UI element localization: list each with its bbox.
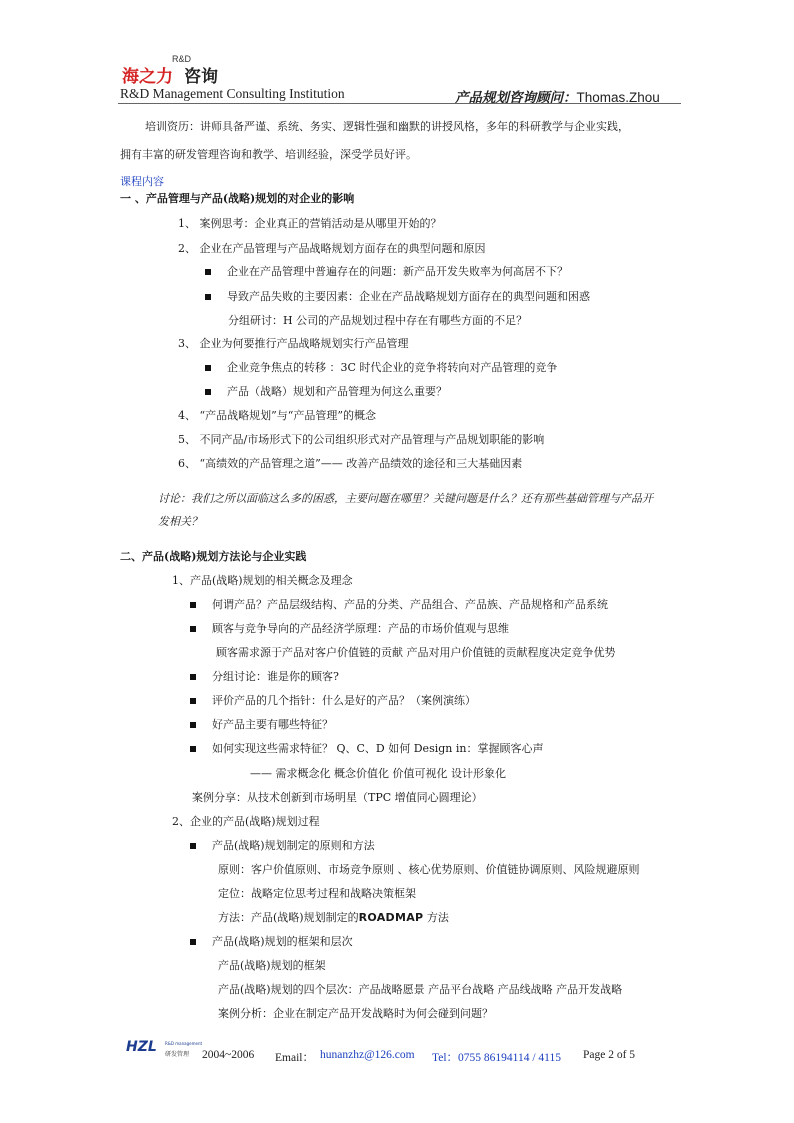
bullet-icon	[205, 389, 211, 395]
s2-sub-1-bullet-6	[190, 740, 543, 756]
section1-title: 一 、产品管理与产品(战略)规划的对企业的影响	[120, 192, 355, 205]
bullet-text: 顾客与竞争导向的产品经济学原理：产品的市场价值观与思维	[212, 622, 509, 635]
header-divider	[118, 103, 681, 104]
s2-sub-1-case: 案例分享：从技术创新到市场明星（TPC 增值同心圆理论）	[192, 791, 483, 804]
bullet-icon	[190, 843, 196, 849]
bullet-icon	[190, 746, 196, 752]
intro-line-2: 拥有丰富的研发管理咨询和教学、培训经验，深受学员好评。	[120, 148, 417, 161]
institution-name: R&D Management Consulting Institution	[120, 86, 345, 101]
s2-sub-2-bullet-1	[190, 837, 375, 853]
bullet-text: 企业竞争焦点的转移 ：3C 时代企业的竞争将转向对产品管理的竞争	[227, 361, 558, 374]
footer-logo-mgmt: R&D management	[165, 1041, 203, 1046]
bullet-text: 评价产品的几个指针：什么是好的产品？（案例演练）	[212, 694, 476, 707]
bullet-icon	[205, 365, 211, 371]
bullet-text: 企业在产品管理中普遍存在的问题：新产品开发失败率为何高居不下？	[227, 265, 568, 278]
s2-sub-2-framework: 产品(战略)规划的框架	[218, 959, 326, 972]
consultant-name: Thomas.Zhou	[576, 90, 660, 105]
footer-email[interactable]: hunanzhz@126.com	[320, 1049, 415, 1061]
s2-sub-1-bullet-3	[190, 668, 339, 684]
bullet-icon	[190, 626, 196, 632]
footer-page: Page 2 of 5	[583, 1049, 636, 1061]
roadmap-text: ROADMAP	[358, 911, 424, 924]
logo-rd-sup: R&D	[172, 54, 192, 64]
discussion-line-2: 发相关？	[158, 515, 202, 528]
bullet-text: 产品（战略）规划和产品管理为何这么重要？	[227, 385, 447, 398]
s2-sub-2-method	[218, 909, 449, 925]
bullet-icon	[190, 722, 196, 728]
bullet-text: 产品(战略)规划的框架和层次	[212, 935, 353, 948]
footer-years: 2004~2006	[202, 1049, 255, 1061]
footer-logo-sub: 研发管理	[165, 1051, 190, 1058]
bullet-icon	[190, 674, 196, 680]
s2-sub-2-levels: 产品(战略)规划的四个层次：产品战略愿景 产品平台战略 产品线战略 产品开发战略	[218, 983, 623, 996]
s1-item-2-note: 分组研讨：H 公司的产品规划过程中存在有哪些方面的不足？	[228, 314, 528, 327]
s1-item-3-bullet-2	[205, 383, 447, 399]
logo-name	[122, 62, 173, 87]
bullet-text: 何谓产品？产品层级结构、产品的分类、产品组合、产品族、产品规格和产品系统	[212, 598, 608, 611]
intro-line-1: 培训资历：讲师具备严谨、系统、务实、逻辑性强和幽默的讲授风格，多年的科研教学与企业实践，	[145, 120, 629, 133]
bullet-text: 如何实现这些需求特征？ Q、C、D 如何 Design in：掌握顾客心声	[212, 742, 544, 755]
company-logo	[122, 54, 242, 86]
s1-item-6: 6、 “高绩效的产品管理之道”—— 改善产品绩效的途径和三大基础因素	[178, 457, 523, 470]
section2-title: 二、产品(战略)规划方法论与企业实践	[120, 550, 307, 563]
bullet-icon	[205, 269, 211, 275]
bullet-text: 好产品主要有哪些特征？	[212, 718, 333, 731]
discussion-line-1: 讨论：我们之所以面临这么多的困惑，主要问题在哪里？关键问题是什么？还有那些基础管理与产品开	[158, 492, 653, 505]
s2-sub-1-bullet-5	[190, 716, 333, 732]
s1-item-2-bullet-1	[205, 263, 568, 279]
bullet-icon	[190, 939, 196, 945]
consultant-title: 产品规划咨询顾问：	[455, 90, 577, 106]
footer-logo	[126, 1039, 203, 1058]
s2-sub-1-bullet-2	[190, 620, 509, 636]
s1-item-2-bullet-2	[205, 288, 590, 304]
s2-sub-2-positioning: 定位：战略定位思考过程和战略决策框架	[218, 887, 416, 900]
footer-email-label: Email：	[275, 1052, 314, 1064]
s2-sub-2-case: 案例分析：企业在制定产品开发战略时为何会碰到问题？	[218, 1007, 493, 1020]
bullet-text: 导致产品失败的主要因素：企业在产品战略规划方面存在的典型问题和困惑	[227, 290, 590, 303]
bullet-icon	[190, 698, 196, 704]
s1-item-4: 4、 “产品战略规划”与“产品管理”的概念	[178, 409, 376, 422]
s2-sub-2: 2、企业的产品(战略)规划过程	[172, 815, 320, 828]
footer-tel: Tel：0755 86194114 / 4115	[432, 1052, 561, 1064]
bullet-icon	[205, 294, 211, 300]
s2-sub-2-bullet-2	[190, 933, 353, 949]
method-tail: 方法	[423, 911, 449, 924]
s1-item-2: 2、 企业在产品管理与产品战略规划方面存在的典型问题和原因	[178, 242, 486, 255]
s2-sub-1-bullet-4	[190, 692, 476, 708]
s1-item-1: 1、 案例思考：企业真正的营销活动是从哪里开始的？	[178, 217, 442, 230]
bullet-icon	[190, 602, 196, 608]
footer-logo-text: HZL	[126, 1039, 157, 1055]
s2-sub-2-principles: 原则：客户价值原则、市场竞争原则 、核心优势原则、价值链协调原则、风险规避原则	[218, 863, 640, 876]
method-text: 方法：产品(战略)规划制定的	[218, 911, 359, 924]
bullet-text: 分组讨论：谁是你的顾客?	[212, 670, 339, 683]
logo-consult: 咨询	[184, 67, 218, 87]
course-heading: 课程内容	[120, 175, 164, 188]
logo-name-text: 海之力	[122, 67, 173, 87]
s2-sub-1: 1、产品(战略)规划的相关概念及理念	[172, 574, 353, 587]
s2-sub-1-bullet-2-note: 顾客需求源于产品对客户价值链的贡献 产品对用户价值链的贡献程度决定竞争优势	[216, 646, 616, 659]
s2-sub-1-bullet-1	[190, 596, 608, 612]
s2-sub-1-bullet-6-note: —— 需求概念化 概念价值化 价值可视化 设计形象化	[250, 767, 506, 780]
s1-item-5: 5、 不同产品/市场形式下的公司组织形式对产品管理与产品规划职能的影响	[178, 433, 545, 446]
s1-item-3: 3、 企业为何要推行产品战略规划实行产品管理	[178, 337, 409, 350]
bullet-text: 产品(战略)规划制定的原则和方法	[212, 839, 375, 852]
s1-item-3-bullet-1	[205, 359, 557, 375]
